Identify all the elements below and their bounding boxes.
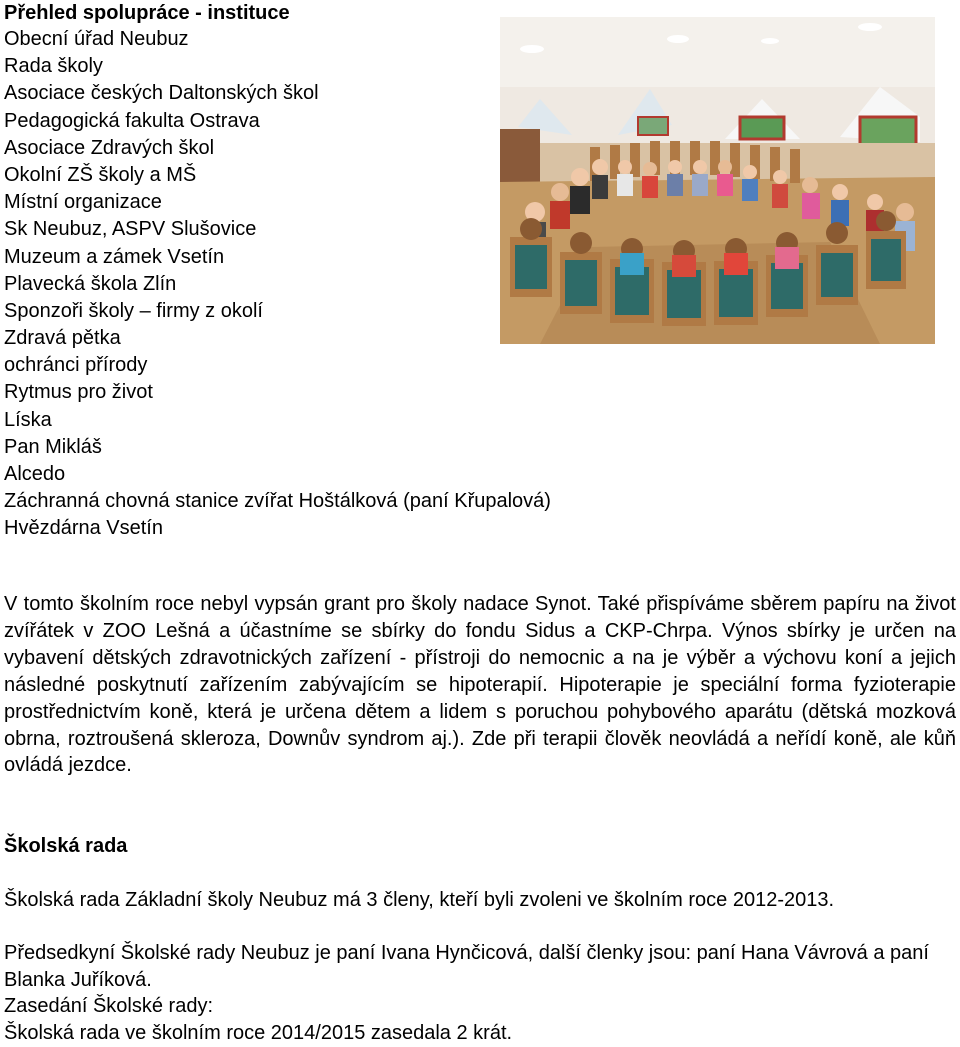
list-item: Sk Neubuz, ASPV Slušovice xyxy=(4,218,257,241)
school-council-heading: Školská rada xyxy=(4,835,128,857)
list-item: Asociace Zdravých škol xyxy=(4,136,215,159)
list-item: Okolní ZŠ školy a MŠ xyxy=(4,163,197,186)
list-item: Sponzoři školy – firmy z okolí xyxy=(4,299,263,322)
list-item: Pedagogická fakulta Ostrava xyxy=(4,109,260,132)
list-item: Hvězdárna Vsetín xyxy=(4,517,163,540)
list-item: Místní organizace xyxy=(4,191,162,214)
list-item: Asociace českých Daltonských škol xyxy=(4,82,319,105)
list-item: Pan Mikláš xyxy=(4,435,102,458)
school-council-meetings-text: Školská rada ve školním roce 2014/2015 zasedala 2 krát. xyxy=(4,1022,513,1044)
list-item: Alcedo xyxy=(4,463,66,485)
school-council-chair-text: Předsedkyní Školské rady Neubuz je paní Ivana Hynčicová, další členky jsou: paní Hana Vávrová a paní Blanka Juříková. xyxy=(4,942,929,991)
list-item: Záchranná chovná stanice zvířat Hoštálková (paní Křupalová) xyxy=(4,490,551,513)
list-item: ochránci přírody xyxy=(4,354,148,377)
list-item: Rada školy xyxy=(4,55,103,78)
list-item: Rytmus pro život xyxy=(4,381,153,404)
classroom-photo xyxy=(500,17,935,344)
list-item: Zdravá pětka xyxy=(4,327,121,350)
list-item: Plavecká škola Zlín xyxy=(4,272,177,295)
list-item: Líska xyxy=(4,408,52,431)
institutions-heading: Přehled spolupráce - instituce xyxy=(4,2,290,24)
grant-paragraph: V tomto školním roce nebyl vypsán grant pro školy nadace Synot. Také přispíváme sběrem papíru na život zvířátek v ZOO Lešná a účastníme se sbírky do fondu Sidus a CKP-Chrpa. Výnos sbírky je určen na vybavení dětských zdravotnických zařízení - přístroji do nemocnic a na je výběr a výchovu koní a jejich následné poskytnutí zařízením zabývajícím se hipoterapií. Hipoterapie je speciální forma fyzioterapie prostřednictvím koně, která je určena dětem a lidem s poruchou pohybového aparátu (dětská mozková obrna, roztroušená skleroza, Downův syndrom aj.). Zde při terapii člověk neovládá a neřídí koně, ale kůň ovládá jezdce. xyxy=(4,593,956,777)
school-council-meetings-label: Zasedání Školské rady: xyxy=(4,995,213,1017)
list-item: Obecní úřad Neubuz xyxy=(4,28,189,50)
list-item: Muzeum a zámek Vsetín xyxy=(4,245,225,268)
school-council-members-text: Školská rada Základní školy Neubuz má 3 členy, kteří byli zvoleni ve školním roce 2012-2013. xyxy=(4,889,835,911)
institutions-list xyxy=(4,26,551,543)
